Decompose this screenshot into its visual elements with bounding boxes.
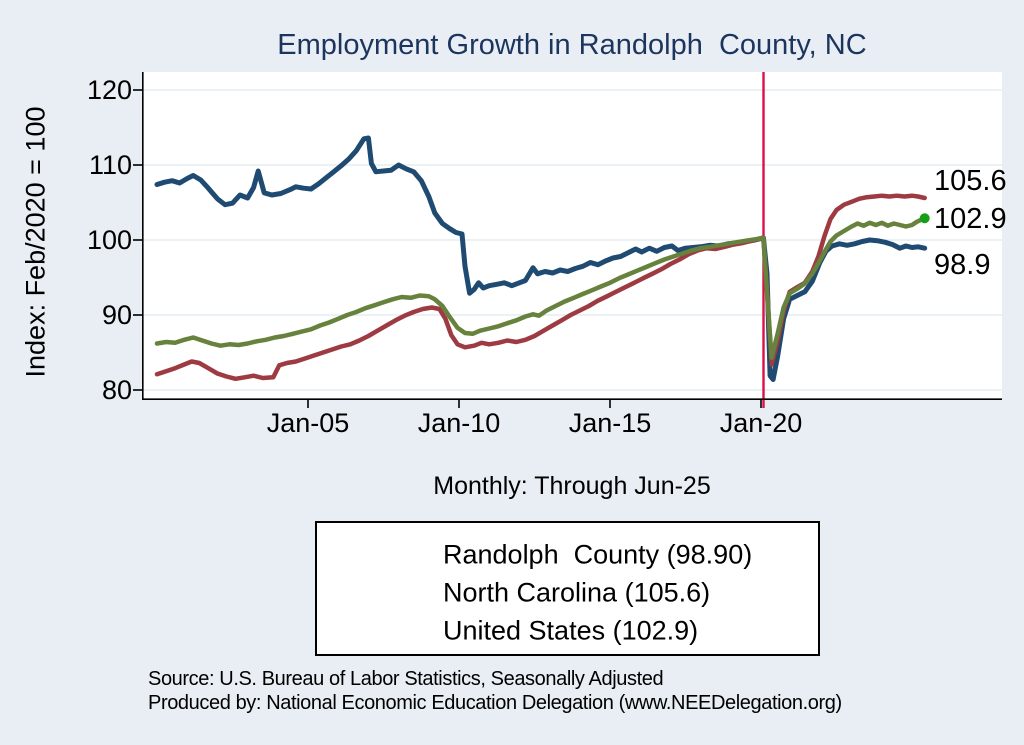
source-line-1: Source: U.S. Bureau of Labor Statistics, Seasonally Adjusted — [148, 668, 664, 690]
legend-box — [315, 521, 820, 656]
source-note — [148, 668, 968, 715]
x-tick-label-jan15: Jan-15 — [568, 408, 652, 438]
chart-svg — [142, 72, 1002, 400]
legend-item-randolph-county — [317, 536, 818, 574]
y-axis-title: Index: Feb/2020 = 100 — [20, 106, 51, 378]
y-tick-label-90: 90 — [101, 300, 132, 330]
y-tick-label-100: 100 — [86, 225, 132, 255]
chart-title: Employment Growth in Randolph County, NC — [277, 29, 867, 61]
x-tick-label-jan05: Jan-05 — [266, 408, 350, 438]
end-value-label-united-states: 102.9 — [934, 203, 1007, 235]
legend-label-randolph-county: Randolph County (98.90) — [443, 539, 753, 570]
united-states-end-dot — [920, 213, 930, 223]
legend-label-united-states: United States (102.9) — [443, 615, 699, 646]
randolph-county-line — [157, 138, 925, 380]
legend-swatch-green — [331, 628, 427, 634]
legend-label-north-carolina: North Carolina (105.6) — [443, 577, 711, 608]
y-tick-label-120: 120 — [86, 75, 132, 105]
y-tick-label-80: 80 — [101, 375, 132, 405]
chart-subtitle: Monthly: Through Jun-25 — [433, 472, 711, 500]
plot-area — [142, 72, 1002, 400]
x-tick-label-jan20: Jan-20 — [719, 408, 803, 438]
legend-item-united-states — [317, 612, 818, 650]
end-value-label-randolph-county: 98.9 — [934, 249, 991, 281]
legend-item-north-carolina — [317, 574, 818, 612]
legend-swatch-red — [331, 590, 427, 596]
source-line-2: Produced by: National Economic Education Delegation (www.NEEDelegation.org) — [148, 691, 842, 714]
y-tick-label-110: 110 — [88, 150, 132, 180]
end-value-label-north-carolina: 105.6 — [934, 165, 1007, 197]
legend-swatch-blue — [331, 550, 427, 561]
x-tick-label-jan10: Jan-10 — [417, 408, 501, 438]
